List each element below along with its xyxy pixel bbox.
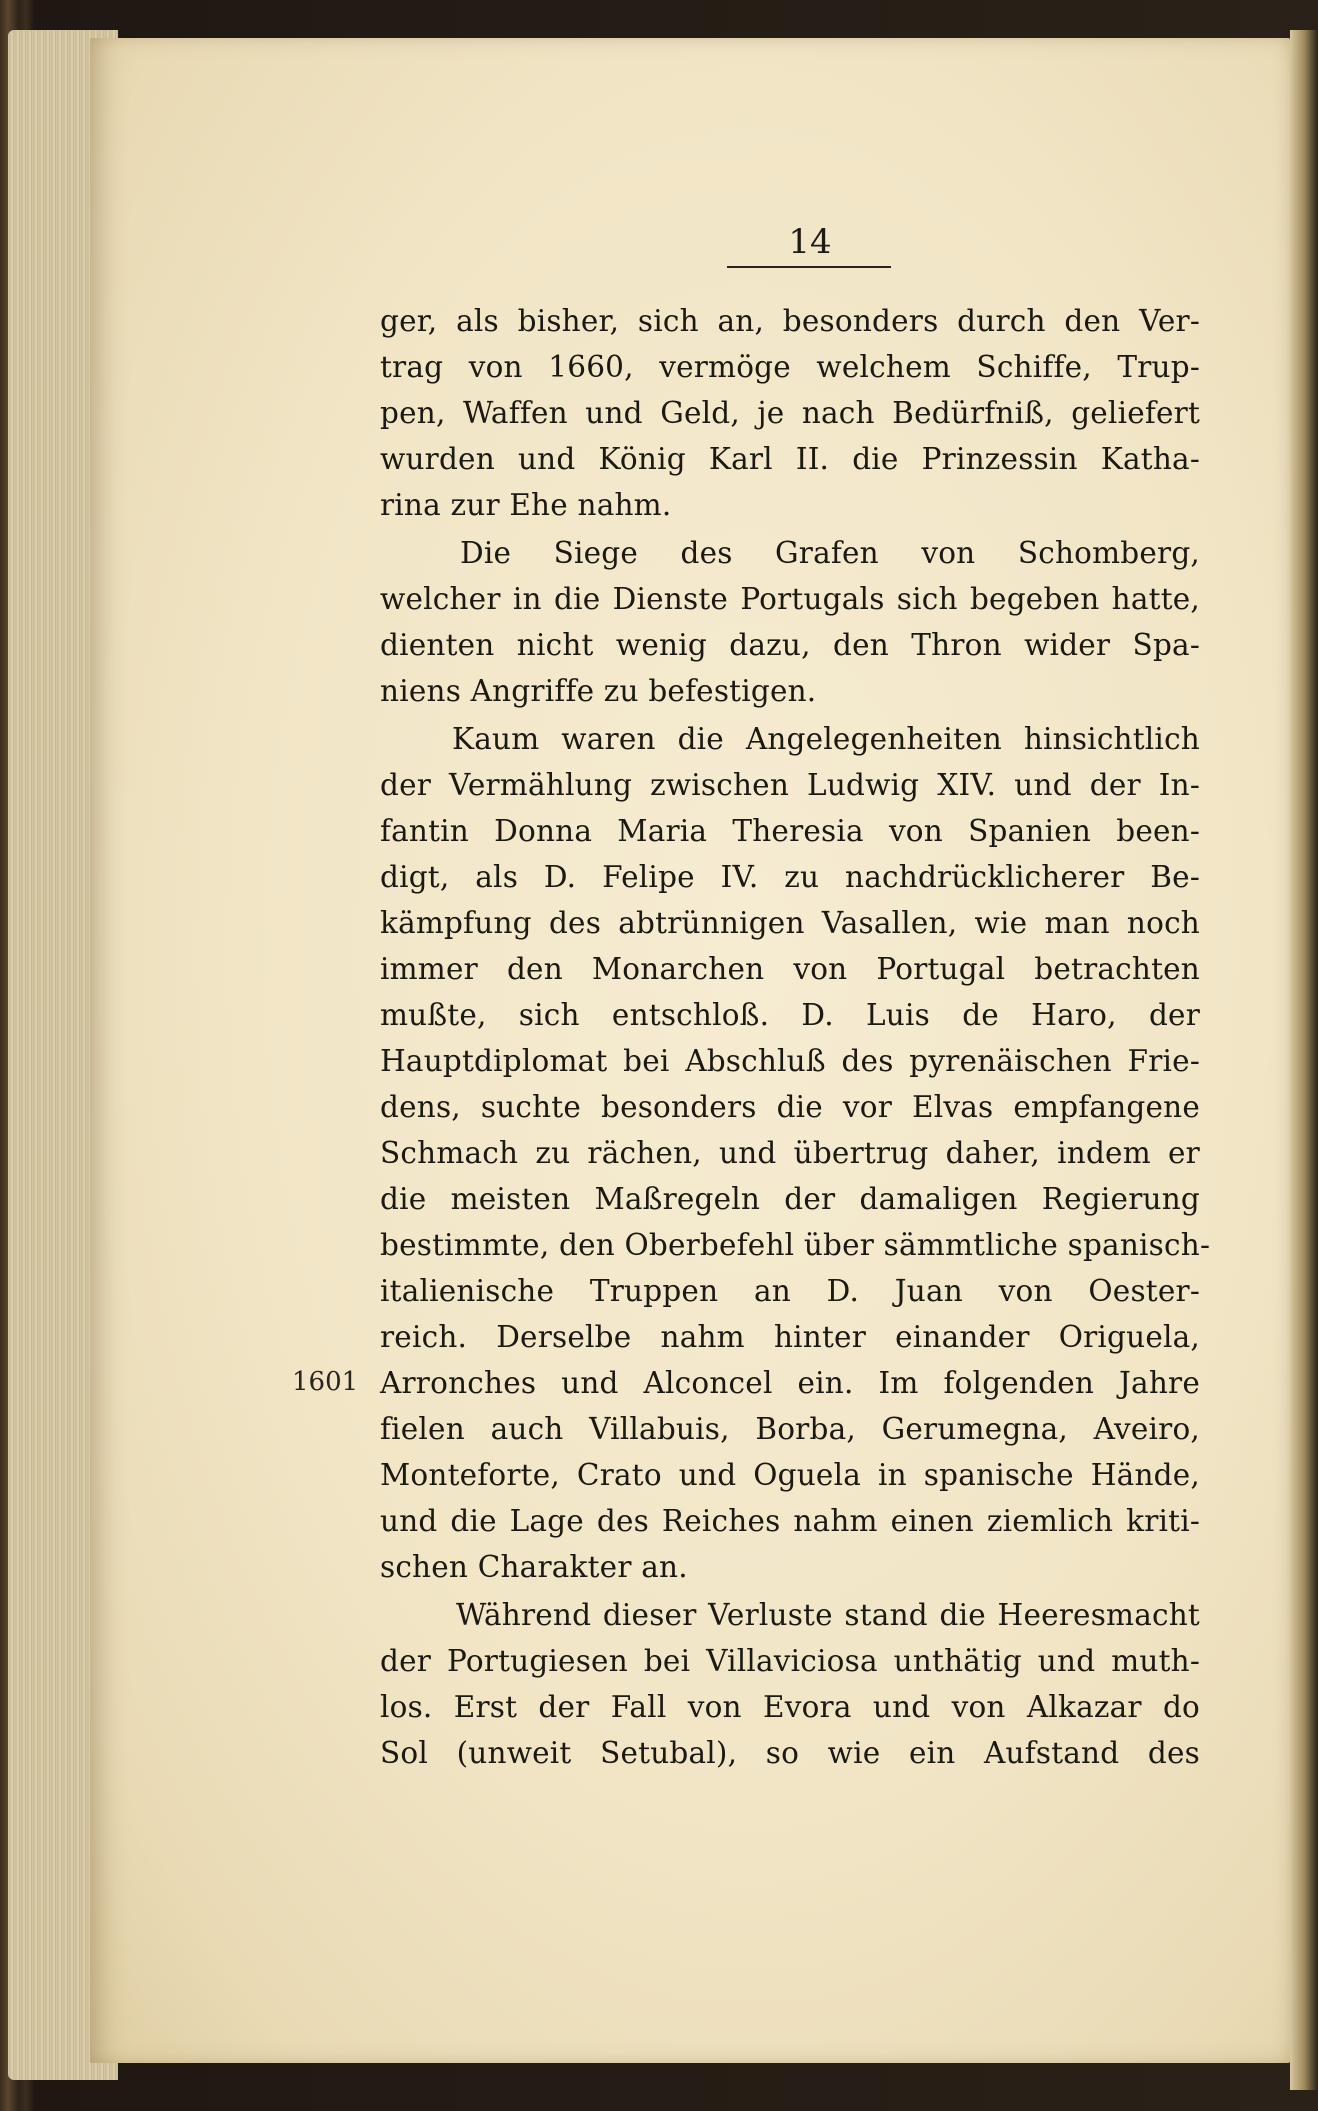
text-line: schen Charakter an. xyxy=(380,1550,688,1584)
text-line: ger, als bisher, sich an, besonders durch den Ver- xyxy=(380,304,1200,338)
text-line: reich. Derselbe nahm hinter einander Origuela, xyxy=(380,1320,1200,1354)
text-line: und die Lage des Reiches nahm einen ziemlich kriti- xyxy=(380,1504,1200,1538)
text-line: pen, Waffen und Geld, je nach Bedürfniß, geliefert xyxy=(380,396,1200,430)
page-number-rule xyxy=(727,266,891,268)
text-line: rina zur Ehe nahm. xyxy=(380,488,672,522)
text-line: wurden und König Karl II. die Prinzessin Katha- xyxy=(380,442,1200,476)
text-line: fielen auch Villabuis, Borba, Gerumegna, Aveiro, xyxy=(380,1412,1200,1446)
text-line: Sol (unweit Setubal), so wie ein Aufstand des xyxy=(380,1736,1200,1770)
text-line: digt, als D. Felipe IV. zu nachdrücklicherer Be- xyxy=(380,860,1200,894)
text-line: Hauptdiplomat bei Abschluß des pyrenäischen Frie- xyxy=(380,1044,1200,1078)
text-line: niens Angriffe zu befestigen. xyxy=(380,674,817,708)
text-line: der Portugiesen bei Villaviciosa unthätig und muth- xyxy=(380,1644,1200,1678)
text-line: der Vermählung zwischen Ludwig XIV. und der In- xyxy=(380,768,1200,802)
text-line: die meisten Maßregeln der damaligen Regierung xyxy=(380,1182,1200,1216)
text-line: trag von 1660, vermöge welchem Schiffe, Trup- xyxy=(380,350,1200,384)
text-line: italienische Truppen an D. Juan von Oester- xyxy=(380,1274,1200,1308)
text-line: Kaum waren die Angelegenheiten hinsichtlich xyxy=(452,722,1200,756)
text-line: Monteforte, Crato und Oguela in spanische Hände, xyxy=(380,1458,1200,1492)
text-line: Schmach zu rächen, und übertrug daher, indem er xyxy=(380,1136,1200,1170)
margin-year-note: 1601 xyxy=(292,1367,359,1397)
text-line: immer den Monarchen von Portugal betrachten xyxy=(380,952,1200,986)
page-number: 14 xyxy=(788,222,832,262)
text-line: bestimmte, den Oberbefehl über sämmtliche spanisch- xyxy=(380,1228,1211,1262)
text-line: Arronches und Alconcel ein. Im folgenden Jahre xyxy=(380,1366,1200,1400)
text-line: los. Erst der Fall von Evora und von Alkazar do xyxy=(380,1690,1200,1724)
text-line: kämpfung des abtrünnigen Vasallen, wie man noch xyxy=(380,906,1200,940)
text-line: welcher in die Dienste Portugals sich begeben hatte, xyxy=(380,582,1200,616)
text-line: dienten nicht wenig dazu, den Thron wider Spa- xyxy=(380,628,1200,662)
text-line: Während dieser Verluste stand die Heeresmacht xyxy=(456,1598,1200,1632)
page-right-edge xyxy=(1290,30,1318,2090)
text-line: Die Siege des Grafen von Schomberg, xyxy=(460,536,1200,570)
text-line: fantin Donna Maria Theresia von Spanien been- xyxy=(380,814,1200,848)
text-line: dens, suchte besonders die vor Elvas empfangene xyxy=(380,1090,1200,1124)
text-line: mußte, sich entschloß. D. Luis de Haro, der xyxy=(380,998,1200,1032)
